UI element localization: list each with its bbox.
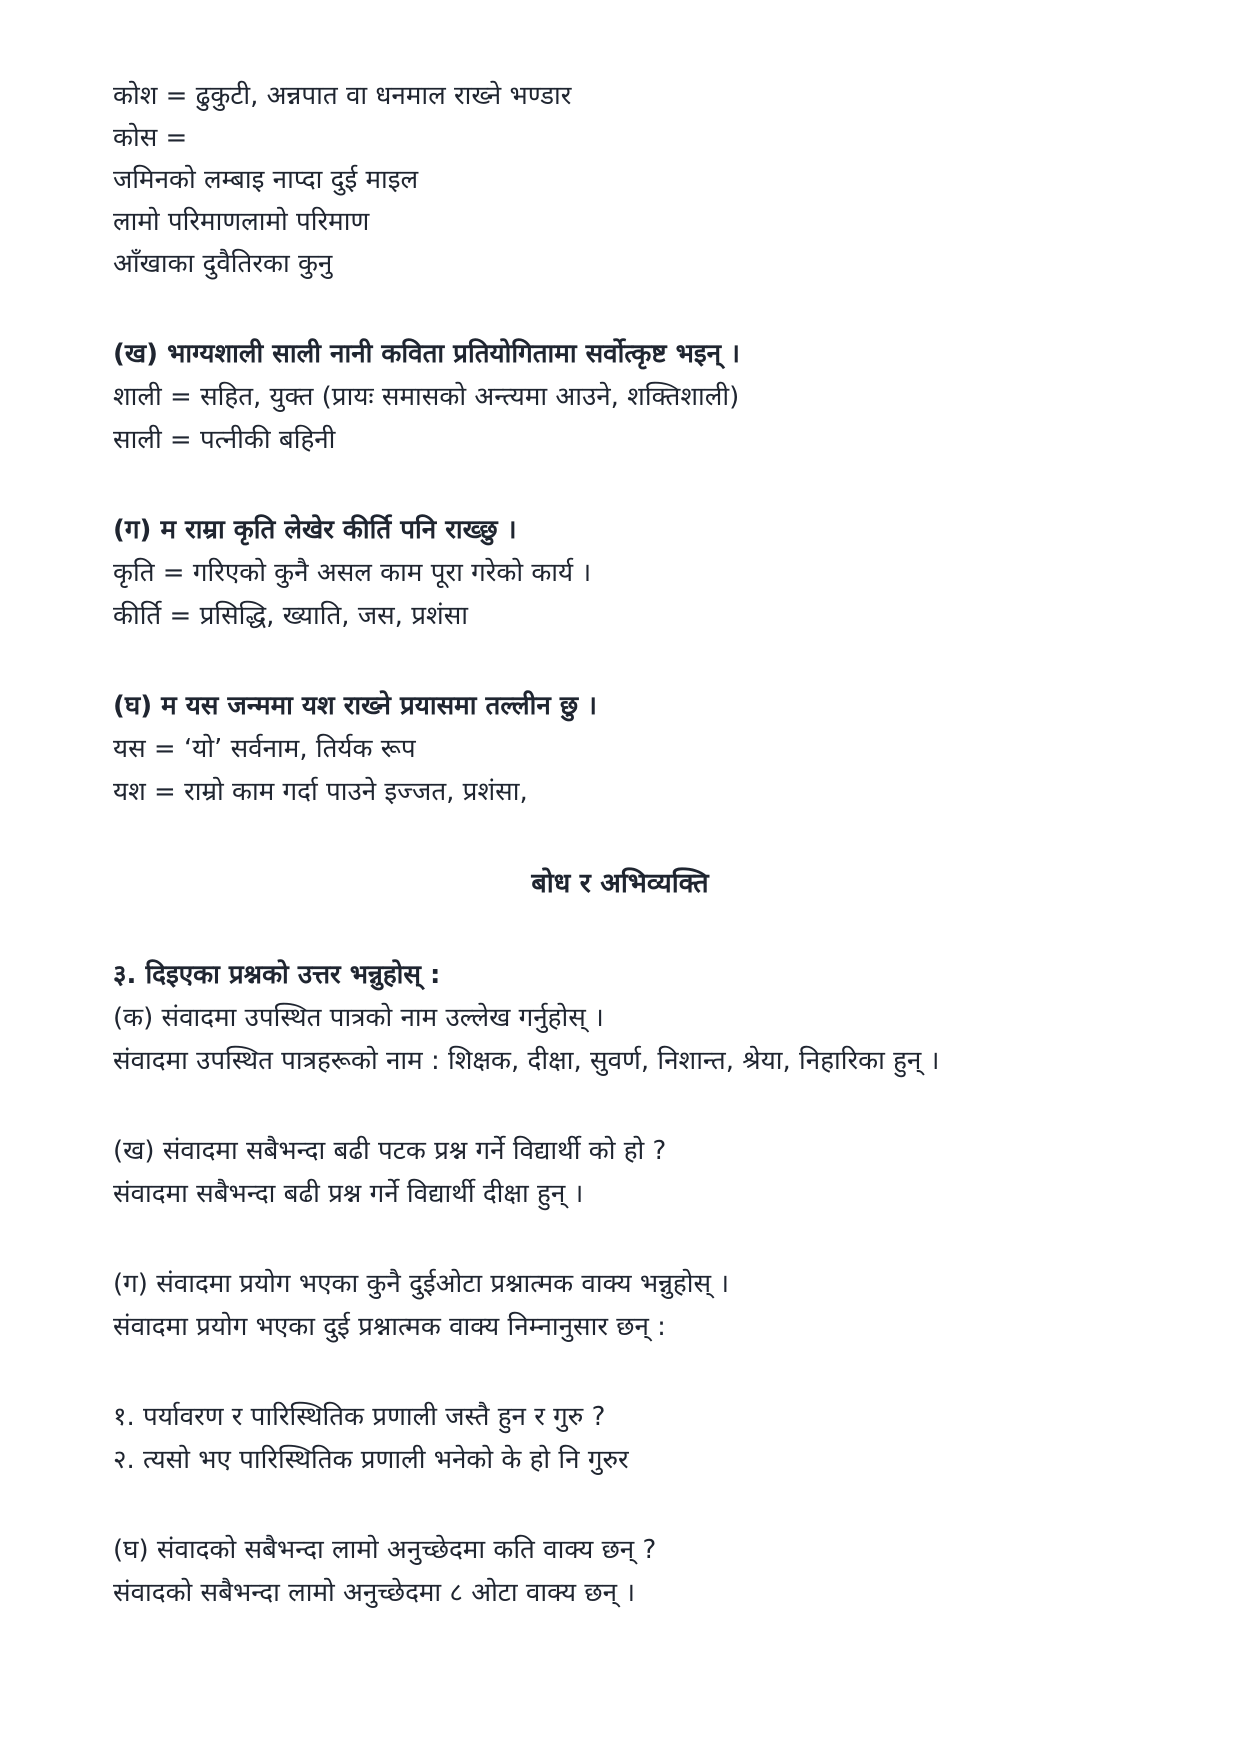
- definition-line: साली = पत्नीकी बहिनी: [113, 425, 336, 455]
- definition-line: जमिनको लम्बाइ नाप्दा दुई माइल: [113, 165, 419, 195]
- section-title: बोध र अभिव्यक्ति: [531, 868, 709, 899]
- list-item: २. त्यसो भए पारिस्थितिक प्रणाली भनेको के हो नि गुरुर: [113, 1445, 629, 1475]
- definition-line: कृति = गरिएको कुनै असल काम पूरा गरेको कार्य ।: [113, 558, 592, 588]
- sentence-heading: (घ) म यस जन्ममा यश राख्ने प्रयासमा तल्लीन छु ।: [113, 691, 598, 721]
- definition-line: यस = ‘यो’ सर्वनाम, तिर्यक रूप: [113, 734, 416, 764]
- definition-line: कीर्ति = प्रसिद्धि, ख्याति, जस, प्रशंसा: [113, 601, 469, 631]
- definition-line: कोस =: [113, 123, 188, 153]
- question-ka: (क) संवादमा उपस्थित पात्रको नाम उल्लेख गर्नुहोस् ।: [113, 1003, 604, 1033]
- answer-ka: संवादमा उपस्थित पात्रहरूको नाम : शिक्षक, दीक्षा, सुवर्ण, निशान्त, श्रेया, निहारिका हुन् ।: [113, 1046, 940, 1076]
- answer-ga: संवादमा प्रयोग भएका दुई प्रश्नात्मक वाक्य निम्नानुसार छन् :: [113, 1312, 666, 1342]
- question-heading: ३. दिइएका प्रश्नको उत्तर भन्नुहोस् :: [113, 960, 441, 990]
- sentence-heading: (ग) म राम्रा कृति लेखेर कीर्ति पनि राख्छु ।: [113, 515, 517, 545]
- answer-kha: संवादमा सबैभन्दा बढी प्रश्न गर्ने विद्यार्थी दीक्षा हुन् ।: [113, 1179, 584, 1209]
- definition-line: शाली = सहित, युक्त (प्रायः समासको अन्त्यमा आउने, शक्तिशाली): [113, 382, 740, 412]
- question-kha: (ख) संवादमा सबैभन्दा बढी पटक प्रश्न गर्ने विद्यार्थी को हो ?: [113, 1136, 667, 1166]
- question-ga: (ग) संवादमा प्रयोग भएका कुनै दुईओटा प्रश्नात्मक वाक्य भन्नुहोस् ।: [113, 1269, 730, 1299]
- sentence-heading: (ख) भाग्यशाली साली नानी कविता प्रतियोगितामा सर्वोत्कृष्ट भइन् ।: [113, 339, 740, 369]
- definition-line: आँखाका दुवैतिरका कुनु: [113, 249, 333, 279]
- definition-line: लामो परिमाणलामो परिमाण: [113, 207, 370, 237]
- definition-line: कोश = ढुकुटी, अन्नपात वा धनमाल राख्ने भण्डार: [113, 81, 572, 111]
- definition-line: यश = राम्रो काम गर्दा पाउने इज्जत, प्रशंसा,: [113, 777, 528, 807]
- list-item: १. पर्यावरण र पारिस्थितिक प्रणाली जस्तै हुन र गुरु ?: [113, 1402, 606, 1432]
- question-gha: (घ) संवादको सबैभन्दा लामो अनुच्छेदमा कति वाक्य छन् ?: [113, 1535, 657, 1565]
- answer-gha: संवादको सबैभन्दा लामो अनुच्छेदमा ८ ओटा वाक्य छन् ।: [113, 1578, 636, 1608]
